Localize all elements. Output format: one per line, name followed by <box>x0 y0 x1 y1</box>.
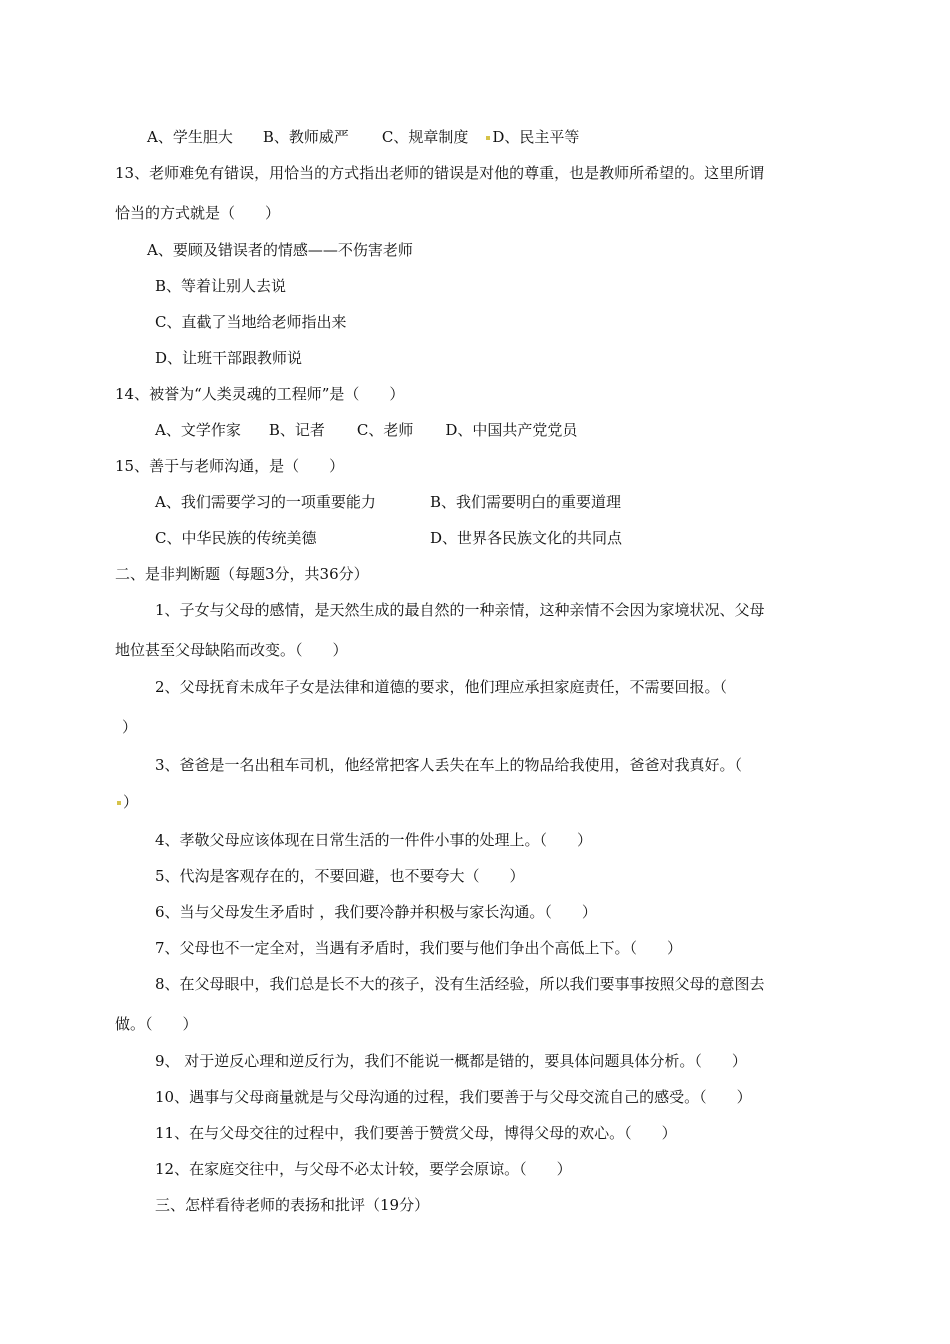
q13-option-c: C、直截了当地给老师指出来 <box>155 313 347 331</box>
tf-item-4: 4、孝敬父母应该体现在日常生活的一件件小事的处理上。（ ） <box>155 831 593 849</box>
q12-option-c: C、规章制度 <box>381 128 469 146</box>
q14-option-d: D、中国共产党党员 <box>445 421 578 439</box>
q15-option-d: D、世界各民族文化的共同点 <box>430 529 623 547</box>
tf-item-2-line2: ） <box>122 718 138 736</box>
section3-title: 三、怎样看待老师的表扬和批评（19分） <box>155 1196 430 1214</box>
q13-question-line2: 恰当的方式就是（ ） <box>115 204 281 222</box>
section2-title: 二、是非判断题（每题3分，共36分） <box>115 565 369 583</box>
tf-item-11: 11、在与父母交往的过程中，我们要善于赞赏父母，博得父母的欢心。（ ） <box>155 1124 677 1142</box>
tf-item-2-line1: 2、父母抚育未成年子女是法律和道德的要求，他们理应承担家庭责任，不需要回报。（ <box>155 678 728 696</box>
q12-option-b: B、教师威严 <box>262 128 349 146</box>
tf-item-12: 12、在家庭交往中，与父母不必太计较，要学会原谅。（ ） <box>155 1160 572 1178</box>
q14-option-c: C、老师 <box>356 421 414 439</box>
q12-option-a: A、学生胆大 <box>147 128 233 146</box>
q15-option-a: A、我们需要学习的一项重要能力 <box>155 493 376 511</box>
q12-options <box>147 127 579 147</box>
speck-mark <box>486 136 490 140</box>
q14-options <box>155 420 577 440</box>
q14-question: 14、被誉为“人类灵魂的工程师”是（ ） <box>115 385 405 403</box>
tf-item-8-line1: 8、在父母眼中，我们总是长不大的孩子，没有生活经验，所以我们要事事按照父母的意图去 <box>155 975 765 993</box>
tf-item-1-line2: 地位甚至父母缺陷而改变。（ ） <box>115 641 348 659</box>
q13-option-a: A、要顾及错误者的情感——不伤害老师 <box>147 241 413 259</box>
q13-question-line1: 13、老师难免有错误，用恰当的方式指出老师的错误是对他的尊重，也是教师所希望的。这里所谓 <box>115 164 765 182</box>
tf-item-8-line2: 做。（ ） <box>115 1015 198 1033</box>
tf-item-7: 7、父母也不一定全对，当遇有矛盾时，我们要与他们争出个高低上下。（ ） <box>155 939 683 957</box>
speck-mark <box>117 801 121 805</box>
q15-question: 15、善于与老师沟通，是（ ） <box>115 457 345 475</box>
tf-item-6: 6、当与父母发生矛盾时 ，我们要冷静并积极与家长沟通。（ ） <box>155 903 597 921</box>
q13-option-b: B、等着让别人去说 <box>155 277 287 295</box>
q12-option-d: D、民主平等 <box>492 128 580 146</box>
tf-item-9: 9、 对于逆反心理和逆反行为，我们不能说一概都是错的，要具体问题具体分析。（ ） <box>155 1052 747 1070</box>
tf-item-10: 10、遇事与父母商量就是与父母沟通的过程，我们要善于与父母交流自己的感受。（ ） <box>155 1088 752 1106</box>
q15-option-b: B、我们需要明白的重要道理 <box>430 493 622 511</box>
tf-item-1-line1: 1、子女与父母的感情，是天然生成的最自然的一种亲情，这种亲情不会因为家境状况、父母 <box>155 601 765 619</box>
q14-option-b: B、记者 <box>268 421 325 439</box>
q14-option-a: A、文学作家 <box>155 421 241 439</box>
tf-item-5: 5、代沟是客观存在的，不要回避，也不要夸大（ ） <box>155 867 525 885</box>
tf-item-3-line1: 3、爸爸是一名出租车司机，他经常把客人丢失在车上的物品给我使用，爸爸对我真好。（ <box>155 756 743 774</box>
q13-option-d: D、让班干部跟教师说 <box>155 349 303 367</box>
tf-item-3-line2: ） <box>115 792 138 812</box>
q15-option-c: C、中华民族的传统美德 <box>155 529 317 547</box>
